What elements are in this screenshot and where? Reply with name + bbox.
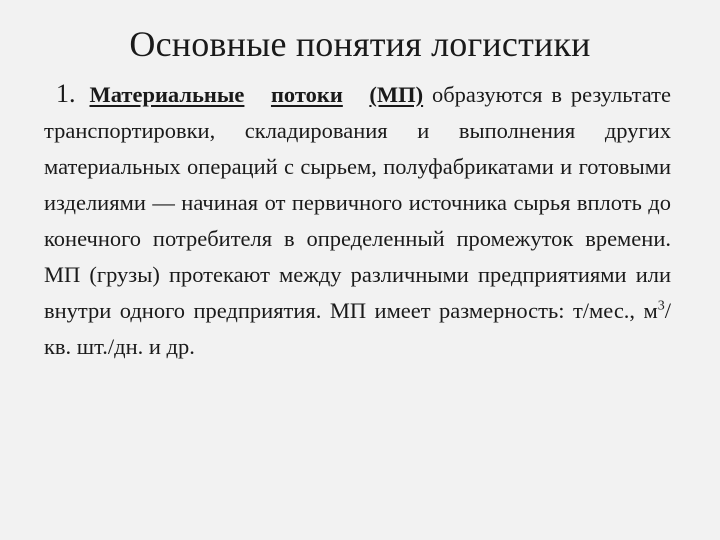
- term-flows: потоки: [270, 82, 343, 107]
- definition-text-end: /кв. шт./дн. и др.: [44, 298, 671, 359]
- definition-text: образуются в результате транспортировки, складирования и выполнения других материальных операций с сырьем, полуфабрикатами и готовыми изделиями — начиная от первичного источника сырья вплоть до конечного потребителя в определенный промежуток времени. МП (грузы) протекают между различными предприятиями или внутри одного предприятия. МП имеет размерность: т/мес., м: [44, 82, 671, 323]
- definition-paragraph: [44, 76, 671, 365]
- slide-title: Основные понятия логистики: [129, 24, 591, 64]
- term-materials: Материальные: [89, 82, 245, 107]
- cubic-superscript: 3: [657, 298, 665, 314]
- item-number: 1.: [56, 79, 76, 108]
- term-abbreviation: (МП): [369, 82, 424, 107]
